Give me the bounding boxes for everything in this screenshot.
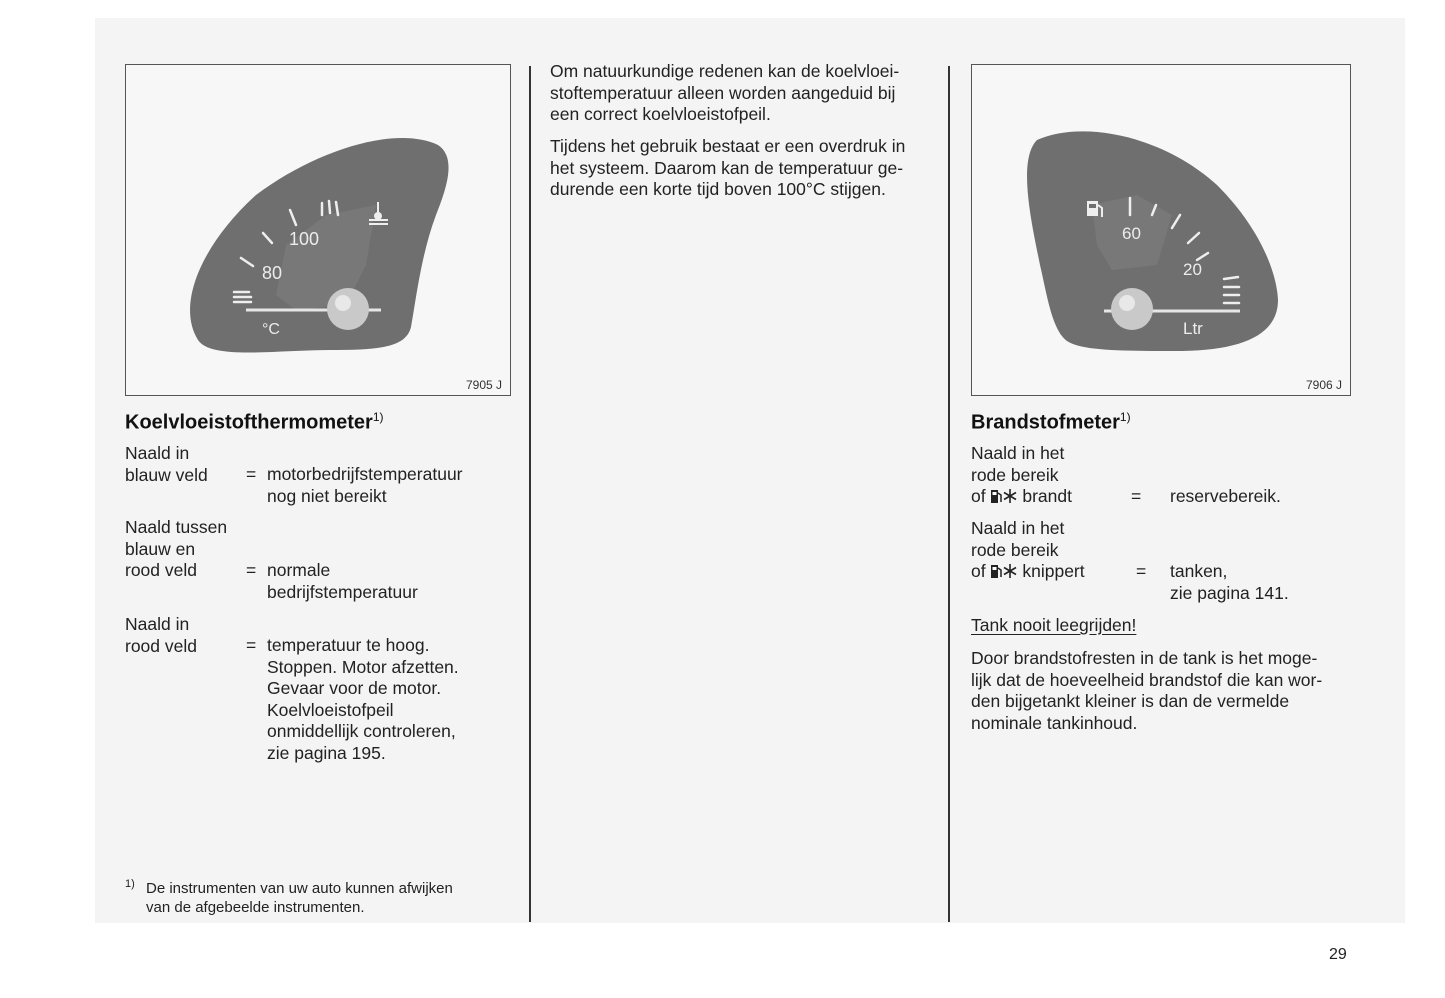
warning-text: Tank nooit leegrijden! (971, 615, 1137, 635)
column-divider-left (529, 66, 531, 922)
footnote-mark: 1) (125, 878, 135, 890)
gauge-label-20: 20 (1183, 260, 1202, 279)
figure-code: 7906 J (1305, 378, 1342, 392)
term-needle-blue: Naald in blauw veld (125, 443, 208, 485)
equals-sign: = (246, 635, 257, 655)
figure-code: 7905 J (465, 378, 502, 392)
equals-sign: = (1136, 561, 1147, 581)
gauge-unit-liters: Ltr (1183, 319, 1203, 338)
equals-sign: = (246, 464, 257, 484)
footnote: De instrumenten van uw auto kunnen afwijken van de afgebeelde instrumenten. (146, 880, 453, 916)
term-fuel-reserve: Naald in het rode bereik of brandt (971, 443, 1072, 506)
fuel-pump-icon (990, 563, 1003, 579)
fuel-heading: Brandstofmeter$^{1)}$ (971, 410, 1131, 434)
def-needle-red: temperatuur te hoog. Stoppen. Motor afzetten. Gevaar voor de motor. Koelvloeistofpeil onmiddellijk controleren, zie pagina 195. (267, 635, 459, 763)
snowflake-icon (1003, 488, 1017, 504)
equals-sign: = (1131, 486, 1142, 506)
def-fuel-reserve: reservebereik. (1170, 486, 1281, 506)
equals-sign: = (246, 560, 257, 580)
coolant-heading: Koelvloeistofthermometer$^{1)}$ (125, 410, 384, 434)
gauge-label-80: 80 (262, 263, 283, 283)
term-needle-red: Naald in rood veld (125, 614, 197, 656)
gauge-label-100: 100 (289, 229, 320, 249)
def-fuel-refill: tanken, zie pagina 141. (1170, 561, 1289, 603)
coolant-gauge-illustration (126, 65, 510, 395)
snowflake-icon (1003, 563, 1017, 579)
gauge-unit-celsius: °C (262, 321, 280, 338)
fuel-pump-icon (990, 488, 1003, 504)
middle-paragraph-1: Om natuurkundige redenen kan de koelvloei- stoftemperatuur alleen worden aangeduid bij een correct koelvloeistofpeil. (550, 61, 900, 124)
def-needle-blue: motorbedrijfstemperatuur nog niet bereikt (267, 464, 463, 506)
coolant-gauge-figure (125, 64, 511, 396)
middle-paragraph-2: Tijdens het gebruik bestaat er een overdruk in het systeem. Daarom kan de temperatuur ge- durende een korte tijd boven 100°C stijgen. (550, 136, 906, 199)
gauge-label-60: 60 (1122, 224, 1141, 243)
fuel-gauge-figure (971, 64, 1351, 396)
column-divider-right (948, 66, 950, 922)
page-number: 29 (1329, 946, 1347, 963)
term-fuel-refill: Naald in het rode bereik of knippert (971, 518, 1085, 581)
term-needle-between: Naald tussen blauw en rood veld (125, 517, 228, 580)
fuel-paragraph: Door brandstofresten in de tank is het moge- lijk dat de hoeveelheid brandstof die kan wor- den bijgetankt kleiner is dan de vermelde nominale tankinhoud. (971, 648, 1323, 733)
fuel-gauge-illustration (972, 65, 1350, 395)
def-needle-between: normale bedrijfstemperatuur (267, 560, 418, 602)
